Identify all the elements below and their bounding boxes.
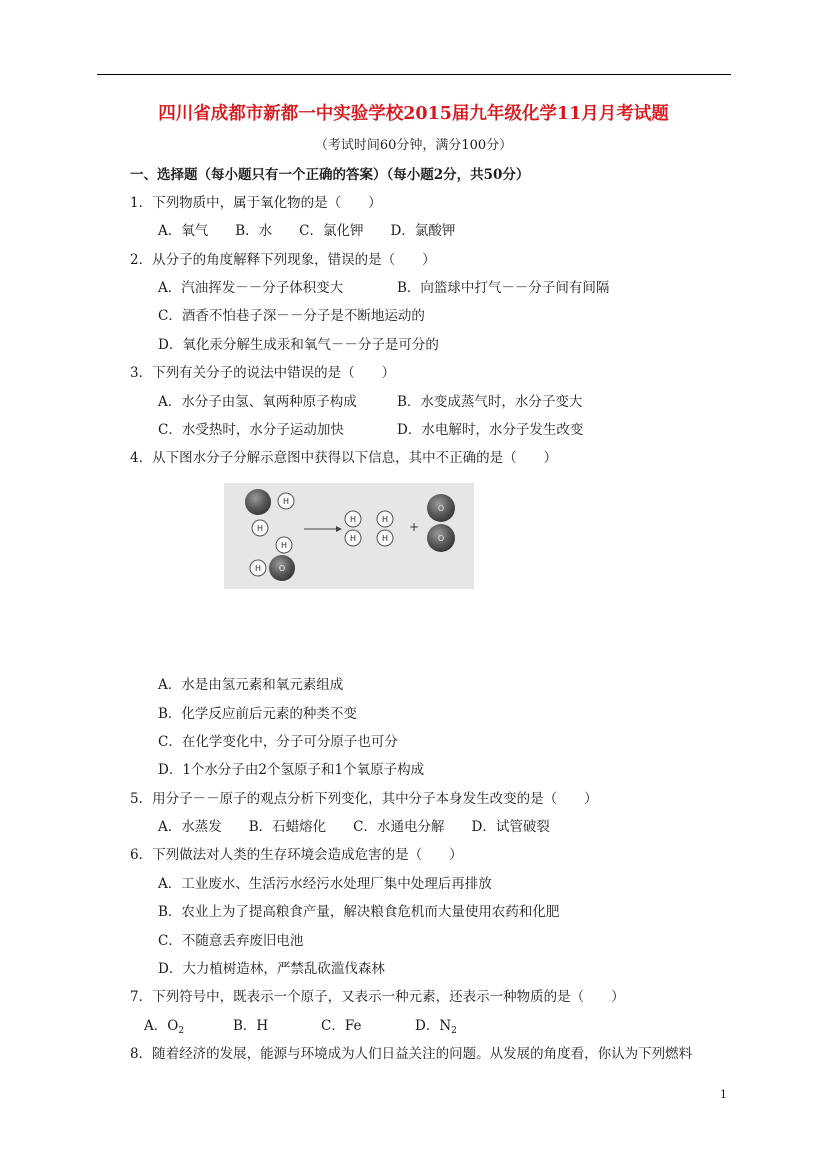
question-2-option-c: C．酒香不怕巷子深－－分子是不断地运动的 xyxy=(158,308,425,324)
question-2-stem: 2．从分子的角度解释下列现象，错误的是（ ） xyxy=(130,252,436,268)
question-6-stem: 6．下列做法对人类的生存环境会造成危害的是（ ） xyxy=(130,847,463,863)
oxygen-atom xyxy=(245,489,271,515)
hydrogen-label: H xyxy=(381,515,389,524)
question-1-stem: 1．下列物质中，属于氧化物的是（ ） xyxy=(130,195,382,211)
option-d-symbol: D．N xyxy=(415,1018,452,1034)
header-rule xyxy=(97,74,731,75)
question-2-option-d: D．氧化汞分解生成汞和氧气－－分子是可分的 xyxy=(158,337,439,353)
exam-info: （考试时间60分钟，满分100分） xyxy=(314,138,513,153)
oxygen-label: O xyxy=(278,564,286,573)
page-number: 1 xyxy=(720,1088,727,1101)
water-decomposition-figure xyxy=(224,483,474,589)
oxygen-label: O xyxy=(437,504,445,513)
question-3-option-b: B．水变成蒸气时，水分子变大 xyxy=(397,394,583,410)
water-decomposition-diagram xyxy=(224,483,474,589)
question-3-option-d: D．水电解时，水分子发生改变 xyxy=(397,422,584,438)
question-6-option-d: D．大力植树造林，严禁乱砍滥伐森林 xyxy=(158,961,385,977)
question-2-option-a: A．汽油挥发－－分子体积变大 xyxy=(158,280,344,296)
question-7-option-b: B．H xyxy=(233,1018,269,1034)
question-1-options: A．氧气 B．水 C．氯化钾 D．氯酸钾 xyxy=(158,223,456,239)
hydrogen-label: H xyxy=(349,515,357,524)
question-6-option-c: C．不随意丢弃废旧电池 xyxy=(158,933,304,949)
question-7-option-d xyxy=(415,1017,457,1040)
question-4-option-a: A．水是由氢元素和氧元素组成 xyxy=(158,677,344,693)
question-5-stem: 5．用分子－－原子的观点分析下列变化，其中分子本身发生改变的是（ ） xyxy=(130,791,598,807)
section-heading: 一、选择题（每小题只有一个正确的答案）（每小题2分，共50分） xyxy=(130,167,530,183)
question-8-stem: 8．随着经济的发展，能源与环境成为人们日益关注的问题。从发展的角度看，你认为下列燃料 xyxy=(130,1046,693,1062)
hydrogen-label: H xyxy=(349,534,357,543)
question-7-option-a xyxy=(144,1017,184,1040)
question-4-option-b: B．化学反应前后元素的种类不变 xyxy=(158,706,357,722)
question-4-option-c: C．在化学变化中，分子可分原子也可分 xyxy=(158,734,398,750)
question-7-option-c: C．Fe xyxy=(321,1018,362,1034)
question-3-stem: 3．下列有关分子的说法中错误的是（ ） xyxy=(130,365,396,381)
question-4-option-d: D．1个水分子由2个氢原子和1个氧原子构成 xyxy=(158,762,425,778)
question-3-option-c: C．水受热时，水分子运动加快 xyxy=(158,422,344,438)
hydrogen-label: H xyxy=(282,497,290,506)
question-6-option-b: B．农业上为了提高粮食产量，解决粮食危机而大量使用农药和化肥 xyxy=(158,904,560,920)
hydrogen-label: H xyxy=(381,534,389,543)
plus-sign: + xyxy=(408,520,420,534)
question-4-stem: 4．从下图水分子分解示意图中获得以下信息，其中不正确的是（ ） xyxy=(130,450,558,466)
question-6-option-a: A．工业废水、生活污水经污水处理厂集中处理后再排放 xyxy=(158,876,492,892)
option-a-subscript: 2 xyxy=(178,1026,185,1036)
hydrogen-label: H xyxy=(254,564,262,573)
question-2-option-b: B．向篮球中打气－－分子间有间隔 xyxy=(397,280,610,296)
question-5-options: A．水蒸发 B．石蜡熔化 C．水通电分解 D．试管破裂 xyxy=(158,819,550,835)
question-3-option-a: A．水分子由氢、氧两种原子构成 xyxy=(158,394,357,410)
hydrogen-label: H xyxy=(280,541,288,550)
oxygen-label: O xyxy=(437,534,445,543)
question-7-stem: 7．下列符号中，既表示一个原子，又表示一种元素，还表示一种物质的是（ ） xyxy=(130,989,625,1005)
reaction-arrow-head xyxy=(336,526,342,532)
page-title: 四川省成都市新都一中实验学校2015届九年级化学11月月考试题 xyxy=(158,104,669,124)
hydrogen-label: H xyxy=(256,524,264,533)
option-d-subscript: 2 xyxy=(451,1026,457,1036)
option-a-symbol: A．O xyxy=(144,1018,179,1034)
